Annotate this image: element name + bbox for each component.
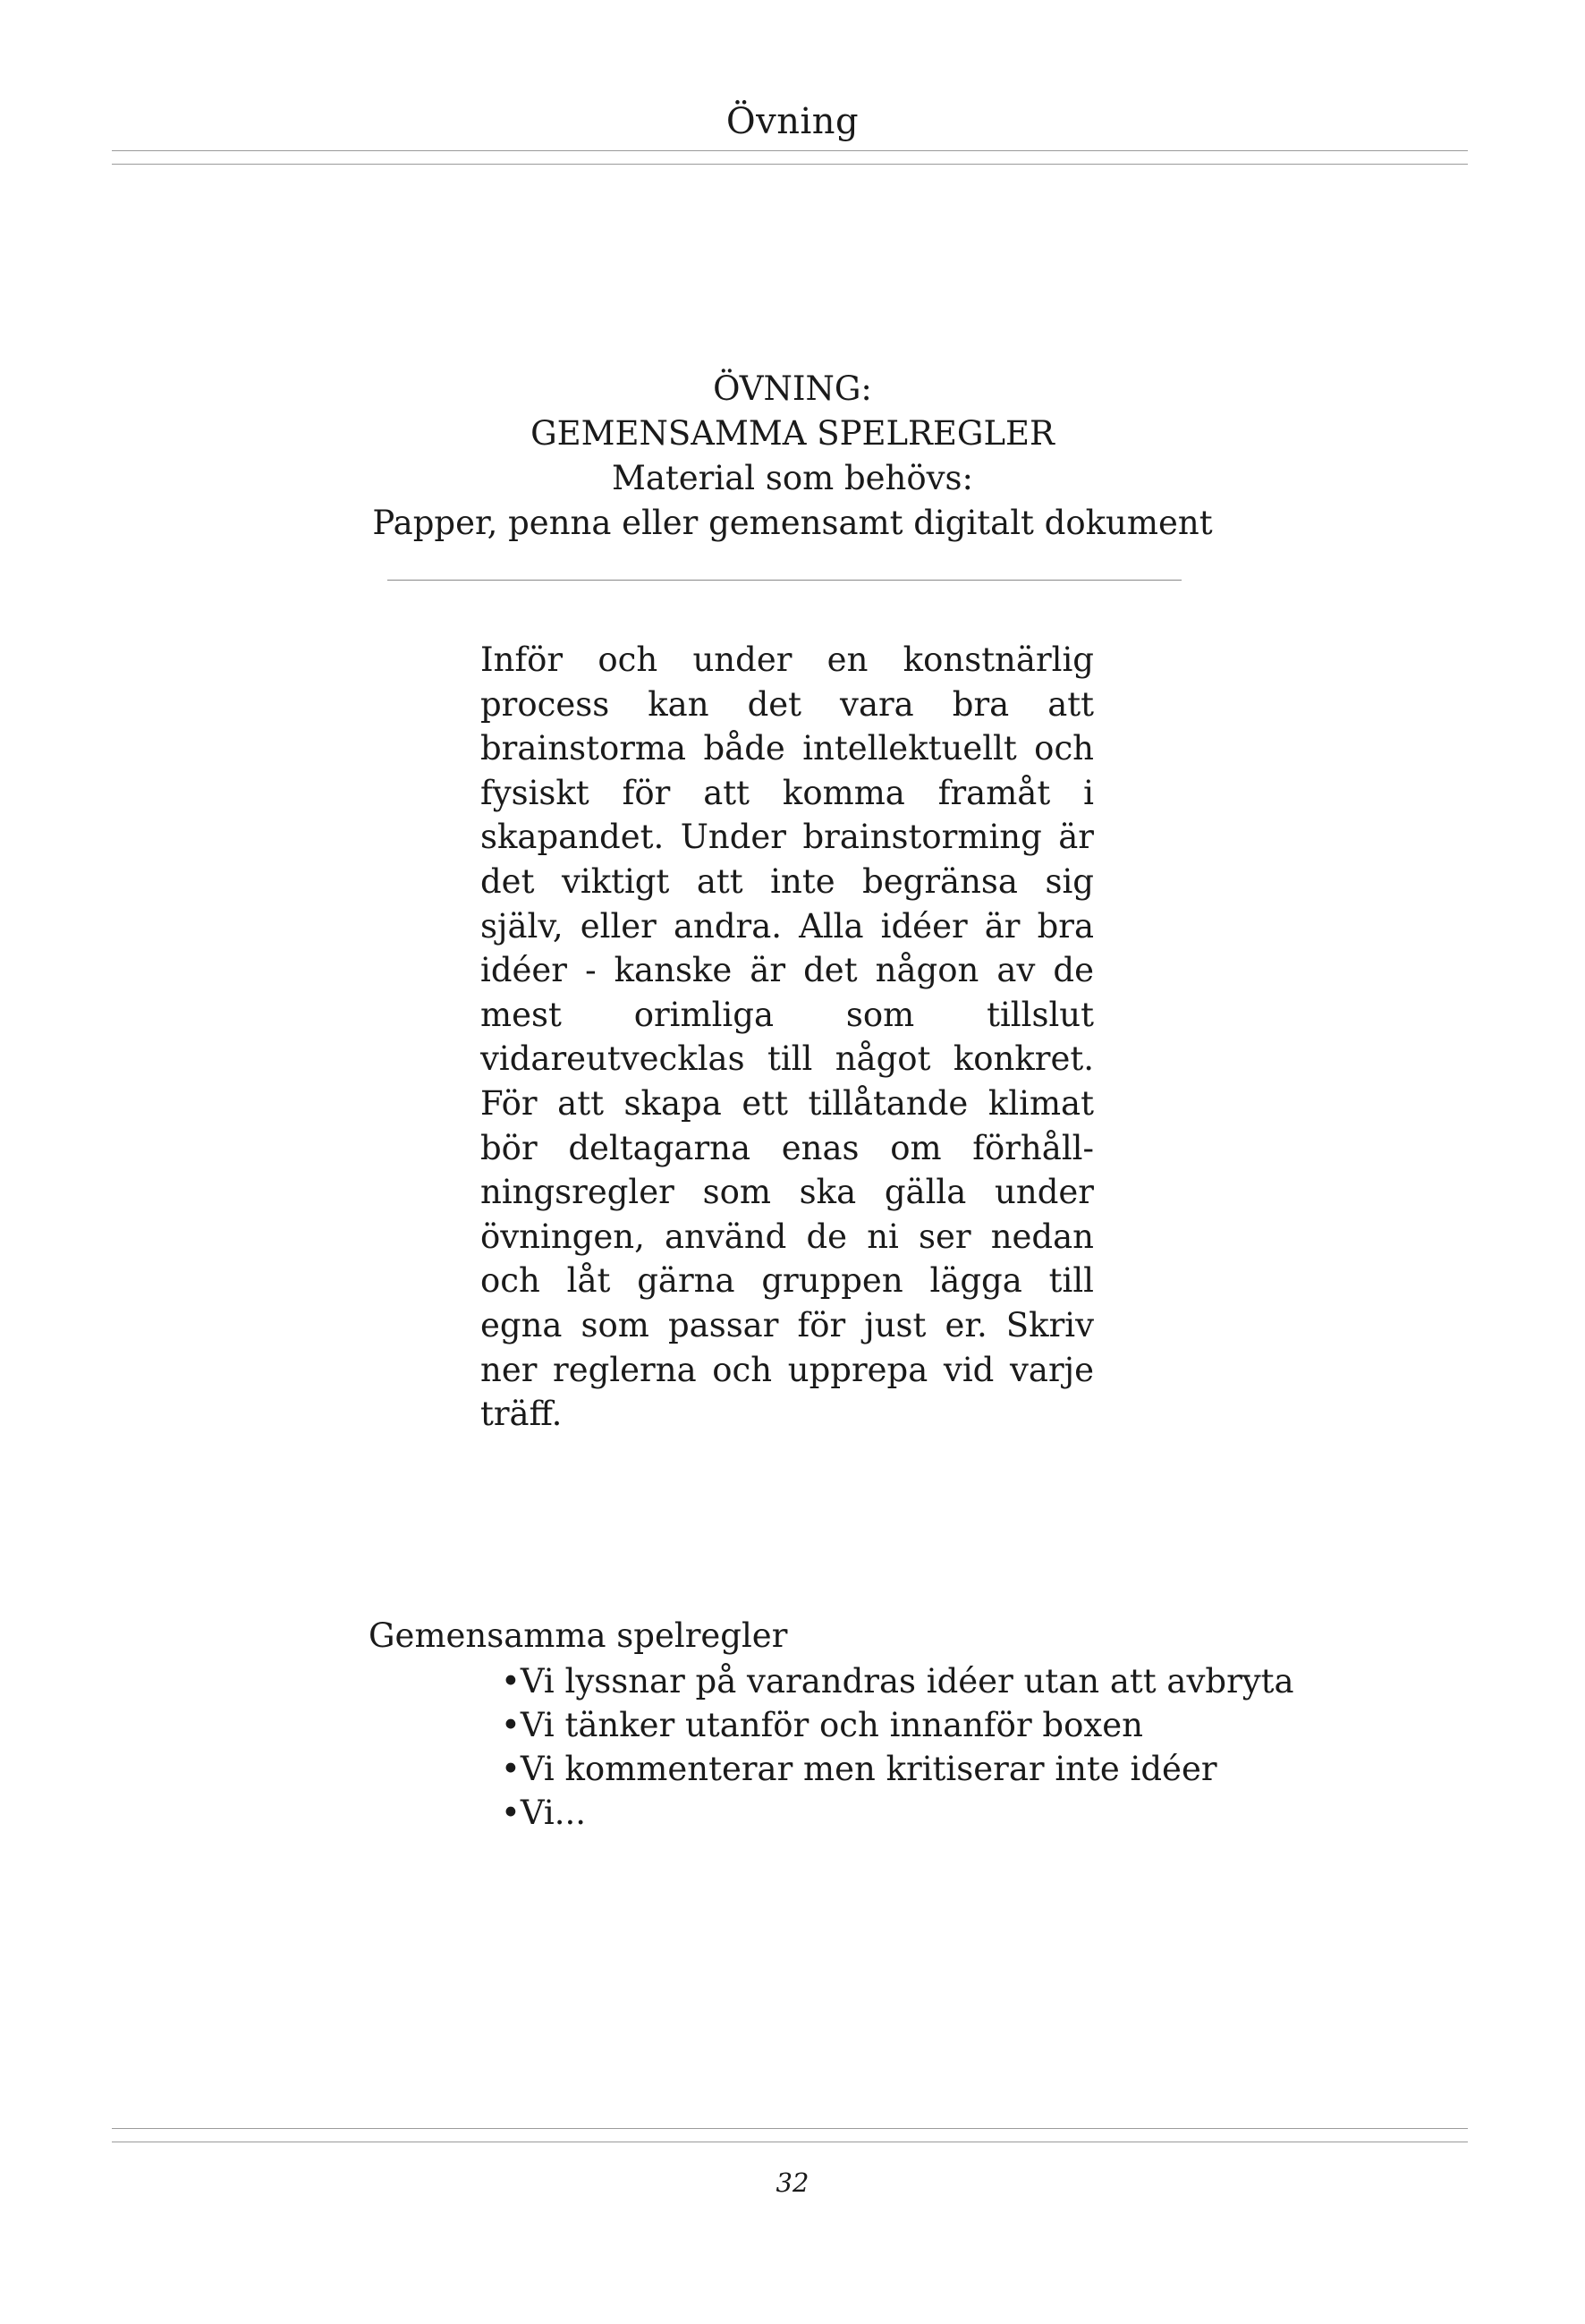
header-rule-bottom	[112, 164, 1468, 165]
materials-label: Material som behövs:	[611, 459, 974, 497]
rule-item: •Vi...	[501, 1794, 587, 1832]
exercise-label: ÖVNING:	[713, 369, 872, 408]
page-number: 32	[776, 2167, 809, 2198]
rules-heading: Gemensamma spelregler	[369, 1616, 788, 1655]
rules-list	[501, 1659, 1294, 1835]
materials-text: Papper, penna eller gemensamt digitalt dokument	[372, 504, 1213, 542]
exercise-title-block	[0, 367, 1585, 546]
rule-item: •Vi lyssnar på varandras idéer utan att avbryta	[501, 1662, 1294, 1701]
rule-item: •Vi tänker utanför och innanför boxen	[501, 1706, 1143, 1744]
footer-rule-top	[112, 2128, 1468, 2129]
title-divider	[387, 580, 1182, 581]
running-header-title: Övning	[725, 101, 860, 142]
body-paragraph: Inför och under en konstnärlig process kan det vara bra att brainstorma både intellektuellt och fysiskt för att komma framåt i skapandet. Under brainstorming är det viktigt att inte begränsa sig själv, eller andra. Alla idéer är bra idéer - kanske är det någon av de mest orimliga som tillslut vidareutvecklas till något konkret. För att skapa ett tillåtande klimat bör deltagarna enas om förhållningsregler som ska gälla under övningen, använd de ni ser nedan och låt gärna gruppen lägga till egna som passar för just er. Skriv ner reglerna och upprepa vid varje träff.	[480, 640, 1094, 1434]
exercise-title: GEMENSAMMA SPELREGLER	[530, 414, 1055, 453]
rule-item: •Vi kommenterar men kritiserar inte idéer	[501, 1750, 1217, 1788]
header-rule-top	[112, 150, 1468, 151]
